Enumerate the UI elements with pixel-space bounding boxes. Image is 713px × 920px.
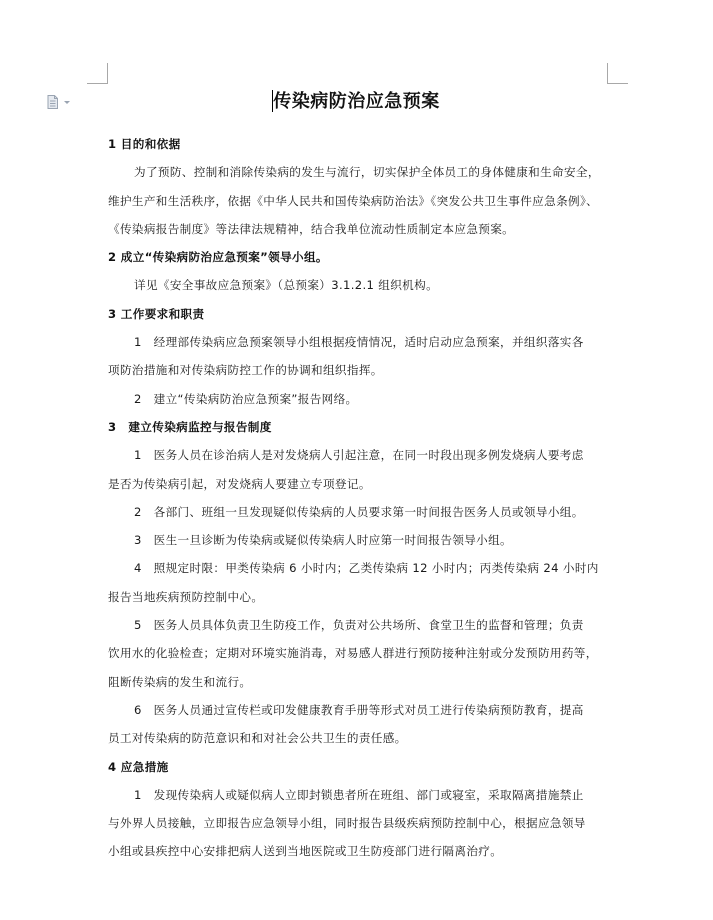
paragraph-line: 报告当地疾病预防控制中心。 xyxy=(108,589,264,604)
section-heading: 1 目的和依据 xyxy=(108,137,181,151)
paragraph-line: 详见《安全事故应急预案》（总预案）3.1.2.1 组织机构。 xyxy=(134,278,439,293)
paragraph-line: 2 各部门、班组一旦发现疑似传染病的人员要求第一时间报告医务人员或领导小组。 xyxy=(134,504,584,519)
paragraph-line: 员工对传染病的防范意识和和对社会公共卫生的责任感。 xyxy=(108,731,407,746)
section-heading: 2 成立“传染病防治应急预案”领导小组。 xyxy=(108,250,328,265)
paragraph-line: 2 建立“传染病防治应急预案”报告网络。 xyxy=(134,391,358,406)
paragraph-line: 小组或县疾控中心安排把病人送到当地医院或卫生防疫部门进行隔离治疗。 xyxy=(108,844,503,859)
page-corner-top-right xyxy=(607,63,628,84)
paragraph-line: 《传染病报告制度》等法律法规精神，结合我单位流动性质制定本应急预案。 xyxy=(108,221,515,236)
paragraph-line: 为了预防、控制和消除传染病的发生与流行，切实保护全体员工的身体健康和生命安全， xyxy=(134,165,600,180)
paragraph-line: 是否为传染病引起，对发烧病人要建立专项登记。 xyxy=(108,476,371,491)
paragraph-line: 项防治措施和对传染病防控工作的协调和组织指挥。 xyxy=(108,363,383,378)
paragraph-line: 与外界人员接触，立即报告应急领导小组，同时报告县级疾病预防控制中心，根据应急领导 xyxy=(108,816,586,831)
paragraph-line: 阻断传染病的发生和流行。 xyxy=(108,674,252,689)
paragraph-line: 1 经理部传染病应急预案领导小组根据疫情情况，适时启动应急预案，并组织落实各 xyxy=(134,335,584,350)
paragraph-line: 5 医务人员具体负责卫生防疫工作，负责对公共场所、食堂卫生的监督和管理；负责 xyxy=(134,618,584,633)
section-heading: 3 建立传染病监控与报告制度 xyxy=(108,419,272,434)
document-body xyxy=(108,130,608,866)
paragraph-line: 1 医务人员在诊治病人是对发烧病人引起注意，在同一时段出现多例发烧病人要考虑 xyxy=(134,448,584,463)
paragraph-line: 饮用水的化验检查；定期对环境实施消毒，对易感人群进行预防接种注射或分发预防用药等， xyxy=(108,646,598,661)
paragraph-line: 1 发现传染病人或疑似病人立即封锁患者所在班组、部门或寝室，采取隔离措施禁止 xyxy=(134,787,584,802)
paragraph-line: 3 医生一旦诊断为传染病或疑似传染病人时应第一时间报告领导小组。 xyxy=(134,533,512,548)
page-corner-top-left xyxy=(87,63,108,84)
paragraph-line: 维护生产和生活秩序，依据《中华人民共和国传染病防治法》《突发公共卫生事件应急条例》、 xyxy=(108,193,599,208)
paragraph-line: 4 照规定时限：甲类传染病 6 小时内；乙类传染病 12 小时内；丙类传染病 24 小时内 xyxy=(134,561,599,576)
paragraph-line: 6 医务人员通过宣传栏或印发健康教育手册等形式对员工进行传染病预防教育，提高 xyxy=(134,702,584,717)
section-heading: 4 应急措施 xyxy=(108,759,169,774)
section-heading: 3 工作要求和职责 xyxy=(108,306,205,321)
document-title: 传染病防治应急预案 xyxy=(273,91,440,112)
